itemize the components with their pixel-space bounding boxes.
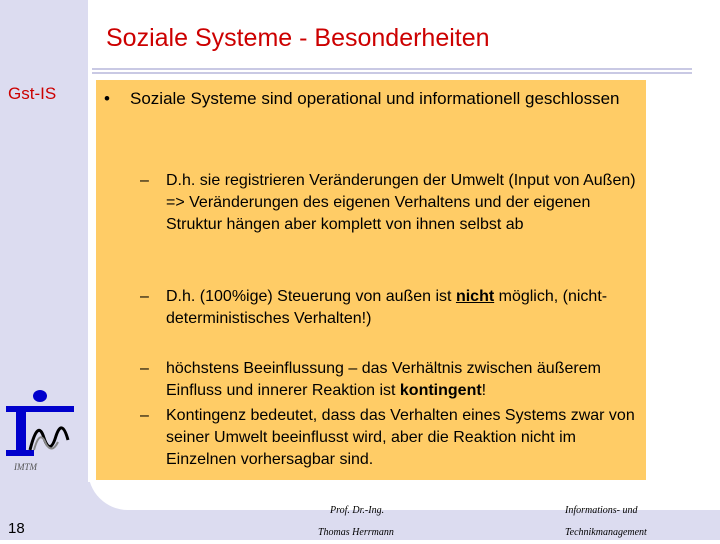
title-divider [92,68,692,74]
footer-dept-line2: Technikmanagement [565,527,647,538]
sub-bullet-1-text: D.h. sie registrieren Veränderungen der Umwelt (Input von Außen) => Veränderungen des eigenen Verhaltens und der eigenen Struktur hängen aber komplett von ihnen selbst ab [166,172,636,233]
footer-author-line1: Prof. Dr.-Ing. [330,505,385,516]
emphasis-kontingent: kontingent [399,382,482,399]
sub-bullet-2-pre: D.h. (100%ige) Steuerung von außen ist [166,288,456,305]
footer-department [565,500,647,544]
side-label: Gst-IS [8,84,57,103]
dash-marker: – [140,172,149,189]
slide-title: Soziale Systeme - Besonderheiten [106,24,490,52]
sub-bullet-3-pre: höchstens Beeinflussung – das Verhältnis zwischen äußerem Einfluss und innerer Reaktion ist [166,360,601,399]
logo-caption: IMTM [14,462,37,472]
sub-bullet-3-text [166,358,640,402]
main-bullet-text: Soziale Systeme sind operational und informationell geschlossen [130,89,620,108]
sub-bullet-4 [140,405,640,471]
dash-marker: – [140,360,149,377]
footer-author [318,500,394,544]
sub-bullet-2 [140,286,640,330]
dash-marker: – [140,288,149,305]
sub-bullet-3-post: ! [481,382,487,399]
imtm-logo-icon [0,388,80,468]
sub-bullet-4-text: Kontingenz bedeutet, dass das Verhalten eines Systems zwar von seiner Umwelt beeinflusst wird, aber die Reaktion nicht im Einzelnen vorhersagbar sind. [166,407,635,468]
sub-bullet-1 [140,170,640,236]
sub-bullet-2-text [166,286,640,330]
page-number: 18 [8,520,25,537]
footer-dept-line1: Informations- und [565,505,638,516]
footer-author-line2: Thomas Herrmann [318,527,394,538]
sub-bullet-2-post: möglich, (nicht-deterministisches Verhalten!) [166,288,608,327]
bullet-marker: • [104,89,110,108]
dash-marker: – [140,407,149,424]
emphasis-nicht: nicht [455,288,495,305]
sub-bullet-3 [140,358,640,402]
main-bullet [104,88,634,110]
